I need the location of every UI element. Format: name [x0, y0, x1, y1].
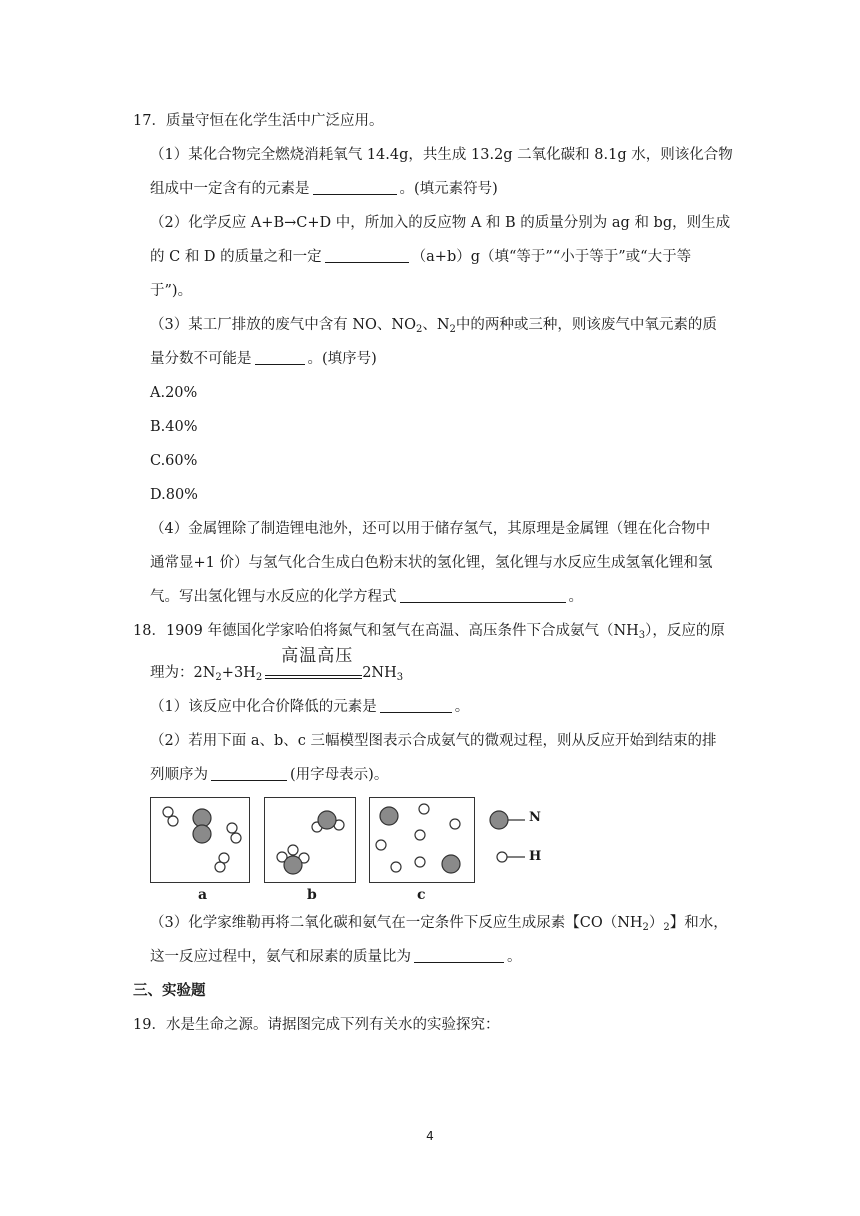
molecule-drawing — [0, 797, 860, 897]
condition-label: 高温高压 — [281, 646, 354, 666]
q18-part2-line2: 列顺序为 (用字母表示)。 — [150, 767, 389, 783]
h-atom — [227, 823, 237, 833]
q18-stem-line1: 18．1909 年德国化学家哈伯将氮气和氢气在高温、高压条件下合成氨气$(NH_3)$，反应的原 — [133, 623, 725, 641]
n-atom — [193, 825, 211, 843]
figure-label-c: c — [417, 887, 426, 903]
answer-blank-17-2[interactable] — [325, 248, 409, 263]
q17-part3-line2: 量分数不可能是 。(填序号) — [150, 351, 377, 367]
answer-blank-17-3[interactable] — [255, 350, 305, 365]
h-atom — [168, 816, 178, 826]
h-atom — [450, 819, 460, 829]
q18-part1: （1）该反应中化合价降低的元素是 。 — [150, 699, 470, 715]
n-atom — [380, 807, 398, 825]
q18-part3-line2: 这一反应过程中，氨气和尿素的质量比为 。 — [150, 949, 522, 965]
n-atom — [284, 856, 302, 874]
answer-blank-18-1[interactable] — [380, 698, 452, 713]
q17-part4-line2: 通常显+1 价）与氢气化合生成白色粉末状的氢化锂，氢化锂与水反应生成氢氧化锂和氢 — [150, 555, 713, 571]
q17-part2-line1: （2）化学反应 A+B→C+D 中，所加入的反应物 A 和 B 的质量分别为 ag 和 bg，则生成 — [150, 215, 731, 231]
q18-equation-line: 理为：$2N_2+3H_2$ 高温高压 $2NH_3$ — [150, 646, 404, 683]
h-atom — [376, 840, 386, 850]
answer-blank-18-3[interactable] — [414, 948, 504, 963]
q17-part4-line1: （4）金属锂除了制造锂电池外，还可以用于储存氢气，其原理是金属锂（锂在化合物中 — [150, 521, 711, 537]
option-d: D.80% — [150, 487, 198, 503]
answer-blank-17-1[interactable] — [313, 180, 397, 195]
equals-sign — [265, 675, 362, 679]
h-atom — [231, 833, 241, 843]
h-atom — [215, 862, 225, 872]
n-atom — [442, 855, 460, 873]
h-atom — [163, 807, 173, 817]
answer-blank-18-2[interactable] — [211, 766, 287, 781]
q17-part4-line3: 气。写出氢化锂与水反应的化学方程式 。 — [150, 589, 583, 605]
q19-stem: 19．水是生命之源。请据图完成下列有关水的实验探究： — [133, 1017, 500, 1033]
figure-label-b: b — [307, 887, 317, 903]
n-atom — [193, 809, 211, 827]
q17-stem: 17．质量守恒在化学生活中广泛应用。 — [133, 113, 384, 129]
q18-part2-line1: （2）若用下面 a、b、c 三幅模型图表示合成氨气的微观过程，则从反应开始到结束的排 — [150, 733, 717, 749]
q17-part1-line1: （1）某化合物完全燃烧消耗氧气 14.4g，共生成 13.2g 二氧化碳和 8.1g 水，则该化合物 — [150, 147, 733, 163]
legend-n-label: N — [529, 810, 541, 825]
option-a: A.20% — [150, 385, 198, 401]
h-atom — [415, 857, 425, 867]
option-b: B.40% — [150, 419, 198, 435]
h-atom — [288, 845, 298, 855]
n-atom — [318, 811, 336, 829]
page-number: 4 — [426, 1129, 434, 1143]
h-atom — [391, 862, 401, 872]
h-atom — [419, 804, 429, 814]
figure-label-a: a — [198, 887, 208, 903]
legend-n-atom — [490, 811, 508, 829]
q17-part2-line2: 的 C 和 D 的质量之和一定 （a+b）g（填“等于”“小于等于”或“大于等 — [150, 249, 692, 265]
answer-blank-17-4[interactable] — [400, 588, 566, 603]
q17-part2-line3: 于”)。 — [150, 283, 193, 299]
legend-h-atom — [497, 852, 507, 862]
h-atom — [415, 830, 425, 840]
reaction-condition — [262, 646, 362, 683]
option-c: C.60% — [150, 453, 198, 469]
q17-part3-line1: （3）某工厂排放的废气中含有 NO、$NO_2$、$N_2$中的两种或三种，则该废气中氧元素的质 — [150, 317, 717, 335]
q17-part1-line2: 组成中一定含有的元素是 。(填元素符号) — [150, 181, 498, 197]
legend-h-label: H — [529, 849, 542, 864]
q18-part3-line1: （3）化学家维勒再将二氧化碳和氨气在一定条件下反应生成尿素【$CO(NH_2)_2$】和水， — [150, 915, 728, 933]
section-heading-experiments: 三、实验题 — [133, 983, 206, 999]
